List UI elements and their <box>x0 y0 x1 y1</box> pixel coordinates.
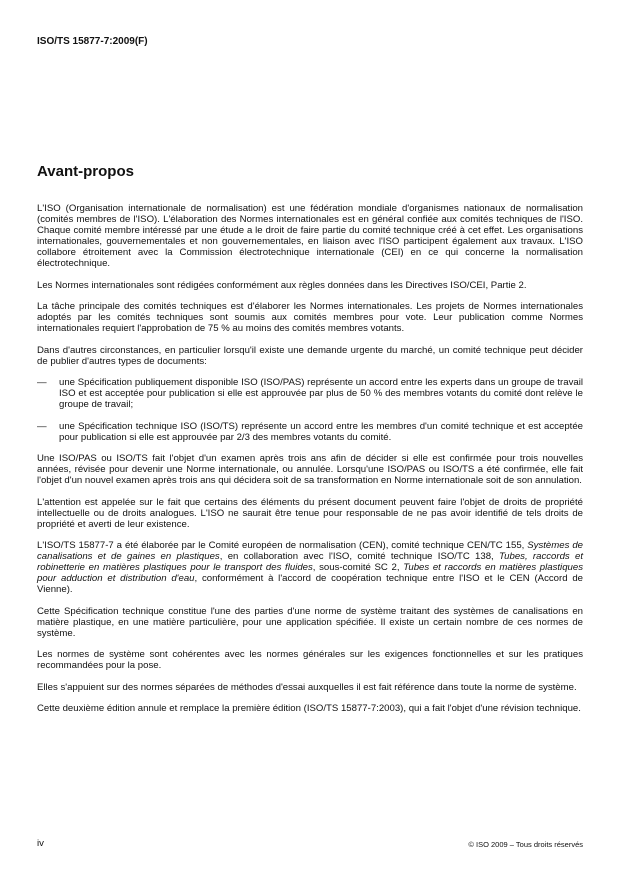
paragraph: Dans d'autres circonstances, en particulier lorsqu'il existe une demande urgente du marché, un comité technique peut décider de publier d'autres types de documents: <box>37 344 583 367</box>
committee-title: Tubes, raccords et robinetterie en matières plastiques pour le transport des fluides <box>37 551 583 573</box>
paragraph: L'attention est appelée sur le fait que certains des éléments du présent document peuvent faire l'objet de droits de propriété intellectuelle ou de droits analogues. L'ISO ne saurait être tenue pour responsable de ne pas avoir identifié de tels droits de propriété et averti de leur existence. <box>37 496 583 530</box>
bullet-dash: — <box>37 377 47 388</box>
document-id-header: ISO/TS 15877-7:2009(F) <box>37 36 148 47</box>
paragraph: Les Normes internationales sont rédigées conformément aux règles données dans les Directives ISO/CEI, Partie 2. <box>37 279 527 291</box>
paragraph: Elles s'appuient sur des normes séparées de méthodes d'essai auxquelles il est fait référence dans toute la norme de système. <box>37 681 577 693</box>
copyright-notice: © ISO 2009 – Tous droits réservés <box>468 840 583 849</box>
list-item <box>37 377 583 410</box>
text: , sous-comité SC 2, <box>312 562 404 573</box>
paragraph: Cette Spécification technique constitue l'une des parties d'une norme de système traitant des systèmes de canalisations en matière plastique, en une matière particulière, pour une application spécifiée. Il existe un certain nombre de ces normes de système. <box>37 605 583 639</box>
list-item-text: une Spécification publiquement disponible ISO (ISO/PAS) représente un accord entre les experts dans un groupe de travail ISO et est acceptée pour publication si elle est approuvée par plus de 50 % des membres votants du comité dont relève le groupe de travail; <box>59 377 583 410</box>
paragraph: Une ISO/PAS ou ISO/TS fait l'objet d'un examen après trois ans afin de décider si elle est confirmée pour trois nouvelles années, révisée pour devenir une Norme internationale, ou annulée. Lorsqu'une ISO/PAS ou ISO/TS a été confirmée, elle fait l'objet d'un nouvel examen après trois ans qui décidera soit de sa transformation en Norme internationale soit de son annulation. <box>37 453 583 486</box>
page-number: iv <box>37 838 44 849</box>
list-item <box>37 421 583 443</box>
paragraph: La tâche principale des comités techniques est d'élaborer les Normes internationales. Les projets de Normes internationales adoptés par les comités techniques sont soumis aux comités membres pour vote. Leur publication comme Normes internationales requiert l'approbation de 75 % au moins des comités membres votants. <box>37 301 583 334</box>
document-body <box>37 203 583 725</box>
text: L'ISO/TS 15877-7 a été élaborée par le Comité européen de normalisation (CEN), comité technique CEN/TC 155, <box>37 540 528 551</box>
text: , en collaboration avec l'ISO, comité technique ISO/TC 138, <box>219 551 500 562</box>
subcommittee-title: Tubes et raccords en matières plastiques pour adduction et distribution d'eau <box>37 562 583 584</box>
paragraph: Cette deuxième édition annule et remplace la première édition (ISO/TS 15877-7:2003), qui a fait l'objet d'une révision technique. <box>37 703 581 714</box>
text: , conformément à l'accord de coopération technique entre l'ISO et le CEN (Accord de Vienne). <box>37 573 583 595</box>
section-title: Avant-propos <box>37 163 134 180</box>
bullet-dash: — <box>37 420 47 432</box>
paragraph: Les normes de système sont cohérentes avec les normes générales sur les exigences fonctionnelles et sur les pratiques recommandées pour la pose. <box>37 649 583 671</box>
committee-title: Systèmes de canalisations et de gaines en plastiques <box>37 540 583 562</box>
list-item-text: une Spécification technique ISO (ISO/TS) représente un accord entre les membres d'un comité technique et est acceptée pour publication si elle est approuvée par 2/3 des membres votants du comité. <box>59 420 583 443</box>
paragraph: L'ISO (Organisation internationale de normalisation) est une fédération mondiale d'organismes nationaux de normalisation (comités membres de l'ISO). L'élaboration des Normes internationales est en général confiée aux comités techniques de l'ISO. Chaque comité membre intéressé par une étude a le droit de faire partie du comité technique créé à cet effet. Les organisations internationales, gouvernementales et non gouvernementales, en liaison avec l'ISO participent également aux travaux. L'ISO collabore étroitement avec la Commission électrotechnique internationale (CEI) en ce qui concerne la normalisation électrotechnique. <box>37 203 583 269</box>
paragraph <box>37 540 583 595</box>
